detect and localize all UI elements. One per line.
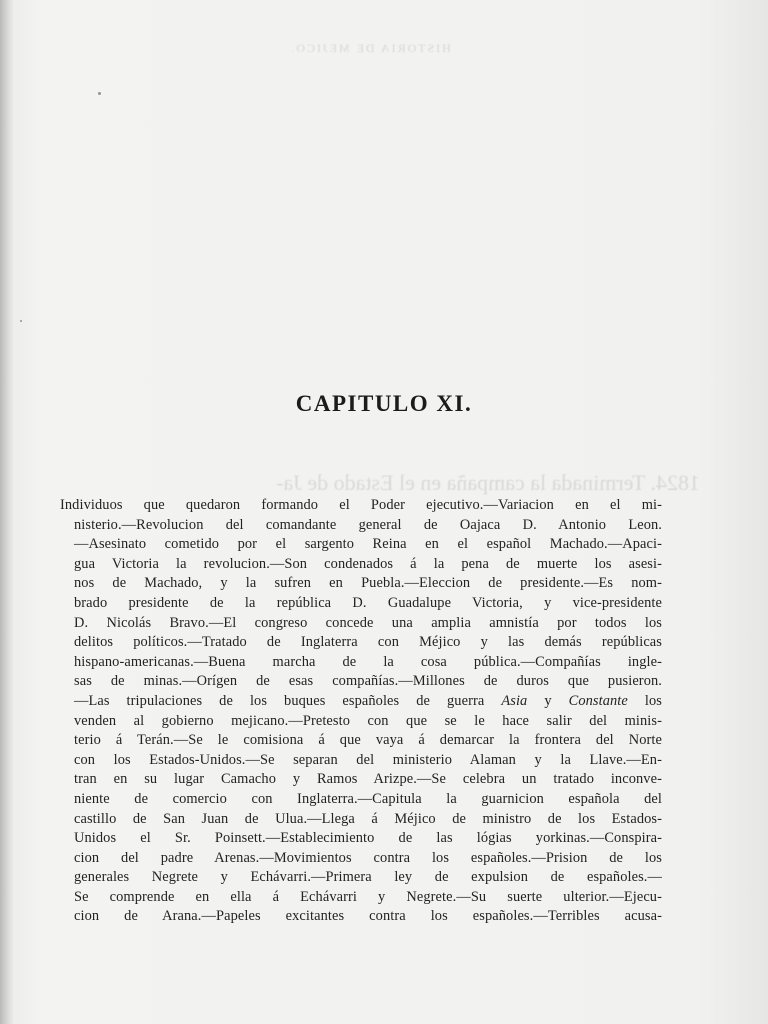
summary-line: brado presidente de la república D. Guadalupe Victoria, y vice-presidente — [74, 594, 662, 611]
summary-line: venden al gobierno mejicano.—Pretesto con que se le hace salir del minis- — [74, 712, 662, 729]
bleed-through-heading: 1824. Terminada la campaña en el Estado de Ja- — [276, 470, 700, 495]
ship-name-asia: Asia — [501, 692, 528, 709]
summary-line: cion de Arana.—Papeles excitantes contra los españoles.—Terribles acusa- — [74, 908, 662, 925]
summary-line: nos de Machado, y la sufren en Puebla.—Eleccion de presidente.—Es nom- — [74, 575, 662, 592]
ink-speck — [20, 320, 22, 322]
summary-line: —Asesinato cometido por el sargento Reina en el español Machado.—Apaci- — [74, 536, 662, 553]
bleed-through-header: HISTORIA DE MEJICO. — [289, 41, 451, 55]
summary-line: generales Negrete y Echávarri.—Primera ley de expulsion de españoles.— — [74, 869, 662, 886]
summary-line: sas de minas.—Orígen de esas compañías.—Millones de duros que pusieron. — [74, 673, 662, 690]
ship-tail: los — [627, 692, 662, 709]
bleed-through-text — [60, 40, 680, 67]
binding-edge — [0, 0, 14, 1024]
summary-line: nisterio.—Revolucion del comandante general de Oajaca D. Antonio Leon. — [74, 516, 662, 533]
chapter-summary — [60, 496, 662, 927]
summary-line: cion del padre Arenas.—Movimientos contra los españoles.—Prision de los — [74, 849, 662, 866]
summary-line: gua Victoria la revolucion.—Son condenados á la pena de muerte los asesi- — [74, 555, 662, 572]
summary-line: castillo de San Juan de Ulua.—Llega á Méjico de ministro de los Estados- — [74, 810, 662, 827]
summary-line: terio á Terán.—Se le comisiona á que vaya á demarcar la frontera del Norte — [74, 732, 662, 749]
summary-line: Se comprende en ella á Echávarri y Negrete.—Su suerte ulterior.—Ejecu- — [74, 888, 662, 905]
ship-join: y — [527, 692, 569, 709]
summary-line: con los Estados-Unidos.—Se separan del ministerio Alaman y la Llave.—En- — [74, 751, 662, 768]
ship-name-constante: Constante — [568, 692, 628, 709]
summary-line-text: —Las tripulaciones de los buques españoles de guerra — [74, 692, 502, 709]
summary-line: Individuos que quedaron formando el Poder ejecutivo.—Variacion en el mi- — [60, 497, 662, 513]
summary-line: delitos políticos.—Tratado de Inglaterra con Méjico y las demás repúblicas — [74, 634, 662, 651]
summary-line-with-ships — [60, 692, 662, 712]
summary-line: niente de comercio con Inglaterra.—Capitula la guarnicion española del — [74, 790, 662, 807]
ink-speck — [98, 92, 101, 95]
summary-line: hispano-americanas.—Buena marcha de la cosa pública.—Compañías ingle- — [74, 653, 662, 670]
summary-line: Unidos el Sr. Poinsett.—Establecimiento de las lógias yorkinas.—Conspira- — [74, 830, 662, 847]
summary-line: D. Nicolás Bravo.—El congreso concede una amplia amnistía por todos los — [74, 614, 662, 631]
summary-line: tran en su lugar Camacho y Ramos Arizpe.—Se celebra un tratado inconve- — [74, 771, 662, 788]
chapter-title: CAPITULO XI. — [295, 391, 473, 417]
